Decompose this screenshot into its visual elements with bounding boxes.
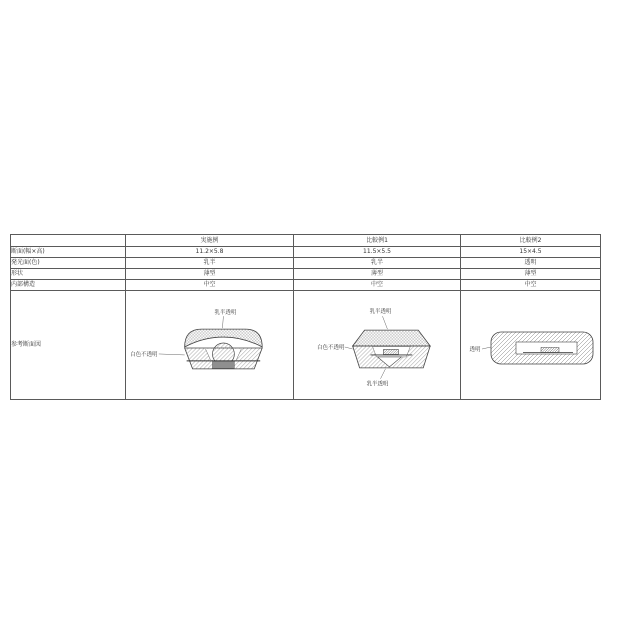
cell-value: 薄型 xyxy=(461,269,601,280)
diagram-cell-comparative-2 xyxy=(461,291,601,400)
row-label-internal-structure: 内部構造 xyxy=(11,280,126,291)
leader-line xyxy=(382,316,387,329)
header-empty xyxy=(11,235,126,247)
row-label-emitting-surface: 発光面(色) xyxy=(11,258,126,269)
diagram-cell-comparative-1 xyxy=(294,291,461,400)
table-row-reference-diagrams xyxy=(11,291,601,400)
comparison-table xyxy=(10,234,601,400)
cell-value: 11.2×5.8 xyxy=(126,247,294,258)
cross-section-diagram-comparative-1 xyxy=(294,291,460,399)
diagram-label-milky-translucent-top: 乳半透明 xyxy=(369,309,392,316)
diagram-label-white-opaque: 白色不透明 xyxy=(130,351,158,358)
diagram-label-milky-translucent-bottom: 乳半透明 xyxy=(366,381,389,388)
leader-line xyxy=(159,354,185,355)
led-chip xyxy=(383,349,398,354)
led-chip xyxy=(541,348,559,353)
cell-value: 薄型 xyxy=(294,269,461,280)
diagram-label-white-opaque: 白色不透明 xyxy=(317,344,345,351)
cell-value: 乳半 xyxy=(126,258,294,269)
header-row xyxy=(11,235,601,247)
cell-value: 11.5×5.5 xyxy=(294,247,461,258)
leader-line xyxy=(482,347,491,349)
leader-line xyxy=(222,316,223,328)
header-example: 実施例 xyxy=(126,235,294,247)
cross-section-diagram-comparative-2 xyxy=(461,291,600,399)
table-row-cross-section xyxy=(11,247,601,258)
row-label-shape: 形状 xyxy=(11,269,126,280)
diagram-label-transparent: 透明 xyxy=(469,347,481,353)
header-comparative-2: 比較例2 xyxy=(461,235,601,247)
cell-value: 中空 xyxy=(294,280,461,291)
row-label-reference-diagram: 参考断面図 xyxy=(11,291,126,400)
cell-value: 薄型 xyxy=(126,269,294,280)
cell-value: 透明 xyxy=(461,258,601,269)
diagram-cell-example xyxy=(126,291,294,400)
cell-value: 中空 xyxy=(126,280,294,291)
leader-line xyxy=(380,369,385,379)
cell-value: 乳半 xyxy=(294,258,461,269)
cell-value: 中空 xyxy=(461,280,601,291)
diagram-label-milky-translucent: 乳半透明 xyxy=(214,310,237,317)
table-row-internal-structure xyxy=(11,280,601,291)
leader-line xyxy=(345,347,353,349)
cap-shape xyxy=(353,330,431,346)
led-chip xyxy=(212,361,234,368)
cross-section-diagram-example xyxy=(126,291,293,399)
row-label-cross-section: 断面(幅×高) xyxy=(11,247,126,258)
header-comparative-1: 比較例1 xyxy=(294,235,461,247)
table-row-shape xyxy=(11,269,601,280)
cell-value: 15×4.5 xyxy=(461,247,601,258)
table-row-emitting-surface xyxy=(11,258,601,269)
